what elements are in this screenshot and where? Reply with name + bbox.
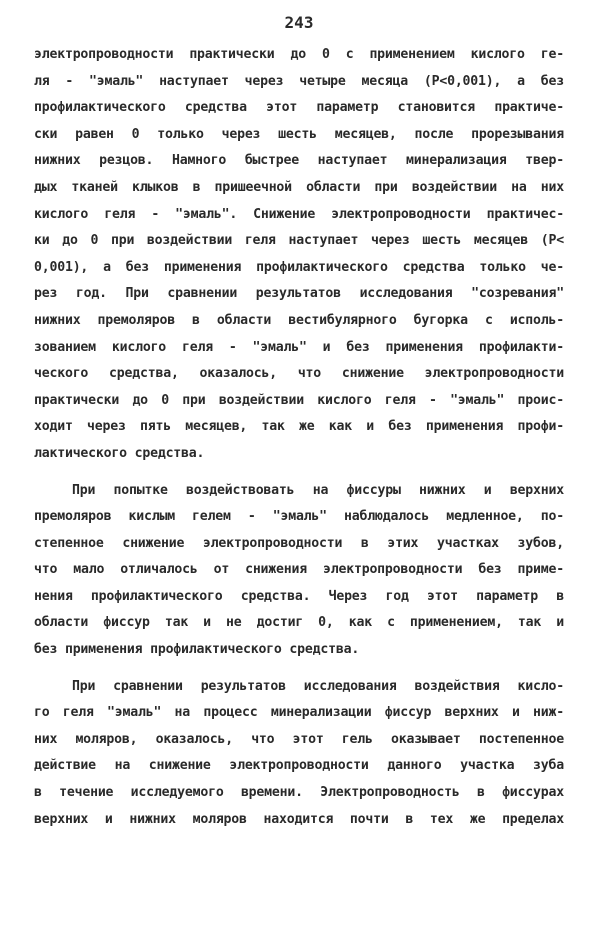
text-line: действие на снижение электропроводности данного участка зуба: [34, 758, 564, 774]
text-line: нижних премоляров в области вестибулярного бугорка с исполь-: [34, 312, 564, 328]
paragraph-gap: [34, 468, 564, 478]
text-line: ходит через пять месяцев, так же как и без применения профи-: [34, 419, 564, 435]
text-line: ля - "эмаль" наступает через четыре месяца (Р<0,001), а без: [34, 73, 564, 89]
text-line: верхних и нижних моляров находится почти в тех же пределах: [34, 811, 564, 827]
text-line: зованием кислого геля - "эмаль" и без применения профилакти-: [34, 339, 564, 355]
paragraph-gap: [34, 664, 564, 674]
text-line: нижних резцов. Намного быстрее наступает минерализация твер-: [34, 153, 564, 169]
text-line: профилактического средства этот параметр становится практиче-: [34, 100, 564, 116]
text-line: премоляров кислым гелем - "эмаль" наблюдалось медленное, по-: [34, 509, 564, 525]
text-line: дых тканей клыков в пришеечной области при воздействии на них: [34, 179, 564, 195]
paragraph-1: [34, 42, 564, 468]
body-text: [34, 42, 564, 833]
text-line: них моляров, оказалось, что этот гель оказывает постепенное: [34, 731, 564, 747]
text-line: При попытке воздействовать на фиссуры нижних и верхних: [72, 482, 564, 498]
text-line: ски равен 0 только через шесть месяцев, после прорезывания: [34, 126, 564, 142]
text-line: лактического средства.: [34, 445, 205, 461]
text-line: степенное снижение электропроводности в этих участках зубов,: [34, 535, 564, 551]
text-line: практически до 0 при воздействии кислого геля - "эмаль" проис-: [34, 392, 564, 408]
paragraph-3: [34, 674, 564, 834]
text-line: го геля "эмаль" на процесс минерализации фиссур верхних и ниж-: [34, 705, 564, 721]
text-line: области фиссур так и не достиг 0, как с применением, так и: [34, 615, 564, 631]
text-line: 0,001), а без применения профилактического средства только че-: [34, 259, 564, 275]
text-line: рез год. При сравнении результатов исследования "созревания": [34, 286, 564, 302]
text-line: нения профилактического средства. Через год этот параметр в: [34, 588, 564, 604]
text-line: ки до 0 при воздействии геля наступает через шесть месяцев (Р<: [34, 233, 564, 249]
text-line: электропроводности практически до 0 с применением кислого ге-: [34, 47, 564, 62]
text-line: что мало отличалось от снижения электропроводности без приме-: [34, 562, 564, 578]
text-line: При сравнении результатов исследования воздействия кисло-: [72, 678, 564, 694]
text-line: в течение исследуемого времени. Электропроводность в фиссурах: [34, 785, 564, 801]
page-number: 243: [284, 13, 314, 32]
text-line: без применения профилактического средства.: [34, 642, 360, 658]
text-line: ческого средства, оказалось, что снижение электропроводности: [34, 366, 564, 382]
text-line: кислого геля - "эмаль". Снижение электропроводности практичес-: [34, 206, 564, 222]
paragraph-2: [34, 478, 564, 664]
